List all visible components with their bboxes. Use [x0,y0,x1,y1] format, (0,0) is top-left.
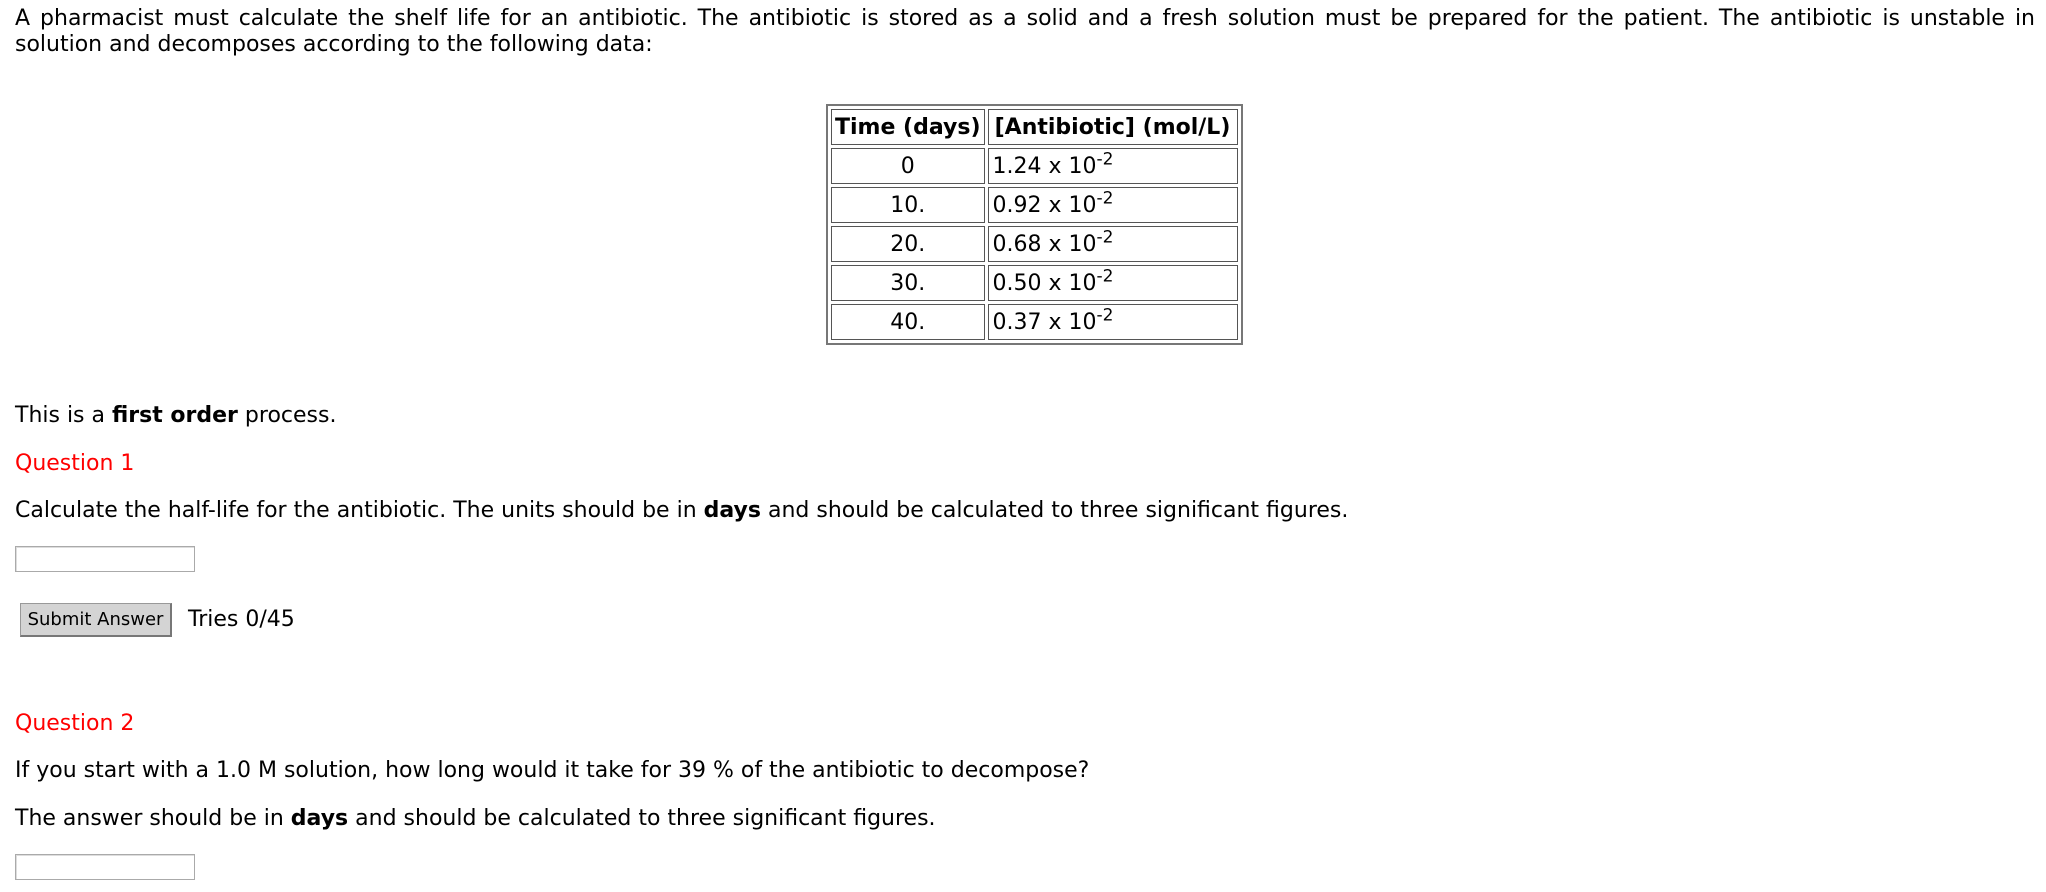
order-bold: first order [112,403,238,428]
question-2-prefix: The answer should be in [15,806,291,831]
table-row [831,226,1238,262]
order-suffix: process. [237,403,337,428]
concentration-mantissa: 1.24 x 10 [992,153,1097,179]
question-1-text [15,498,1348,524]
concentration-exponent: -2 [1096,227,1114,248]
order-prefix: This is a [15,403,112,428]
table-row [831,265,1238,301]
time-cell: 20. [831,226,985,262]
concentration-mantissa: 0.50 x 10 [992,270,1097,296]
time-cell: 10. [831,187,985,223]
table-header-row [831,109,1238,145]
header-time: Time (days) [831,109,985,145]
header-concentration: [Antibiotic] (mol/L) [988,109,1238,145]
order-statement [15,403,336,429]
question-1-bold: days [703,498,761,523]
concentration-cell [988,148,1238,184]
concentration-exponent: -2 [1096,305,1114,326]
question-2-heading: Question 2 [15,711,135,736]
concentration-exponent: -2 [1096,266,1114,287]
decomposition-data-table [826,104,1243,345]
table-row [831,304,1238,340]
question-2-answer-input[interactable] [15,854,195,880]
time-cell: 40. [831,304,985,340]
concentration-cell [988,187,1238,223]
tries-counter: Tries 0/45 [188,607,295,632]
question-1-suffix: and should be calculated to three significant figures. [761,498,1349,523]
concentration-mantissa: 0.37 x 10 [992,309,1097,335]
table-row [831,148,1238,184]
concentration-mantissa: 0.68 x 10 [992,231,1097,257]
concentration-exponent: -2 [1096,149,1114,170]
table-row [831,187,1238,223]
concentration-cell [988,304,1238,340]
concentration-cell [988,265,1238,301]
time-cell: 30. [831,265,985,301]
question-2-bold: days [290,806,349,831]
submit-answer-button[interactable]: Submit Answer [20,603,172,637]
question-2-suffix: and should be calculated to three significant figures. [348,806,936,831]
concentration-cell [988,226,1238,262]
concentration-mantissa: 0.92 x 10 [992,192,1097,218]
question-1-heading: Question 1 [15,451,135,476]
question-1-prefix: Calculate the half-life for the antibiotic. The units should be in [15,498,704,523]
concentration-exponent: -2 [1096,188,1114,209]
question-2-instructions [15,806,936,832]
time-cell: 0 [831,148,985,184]
question-1-answer-input[interactable] [15,546,195,572]
problem-intro: A pharmacist must calculate the shelf life for an antibiotic. The antibiotic is stored as a solid and a fresh solution must be prepared for the patient. The antibiotic is unstable in solution and decomposes according to the following data: [15,6,2035,57]
question-2-text: If you start with a 1.0 M solution, how long would it take for 39 % of the antibiotic to decompose? [15,758,1090,783]
